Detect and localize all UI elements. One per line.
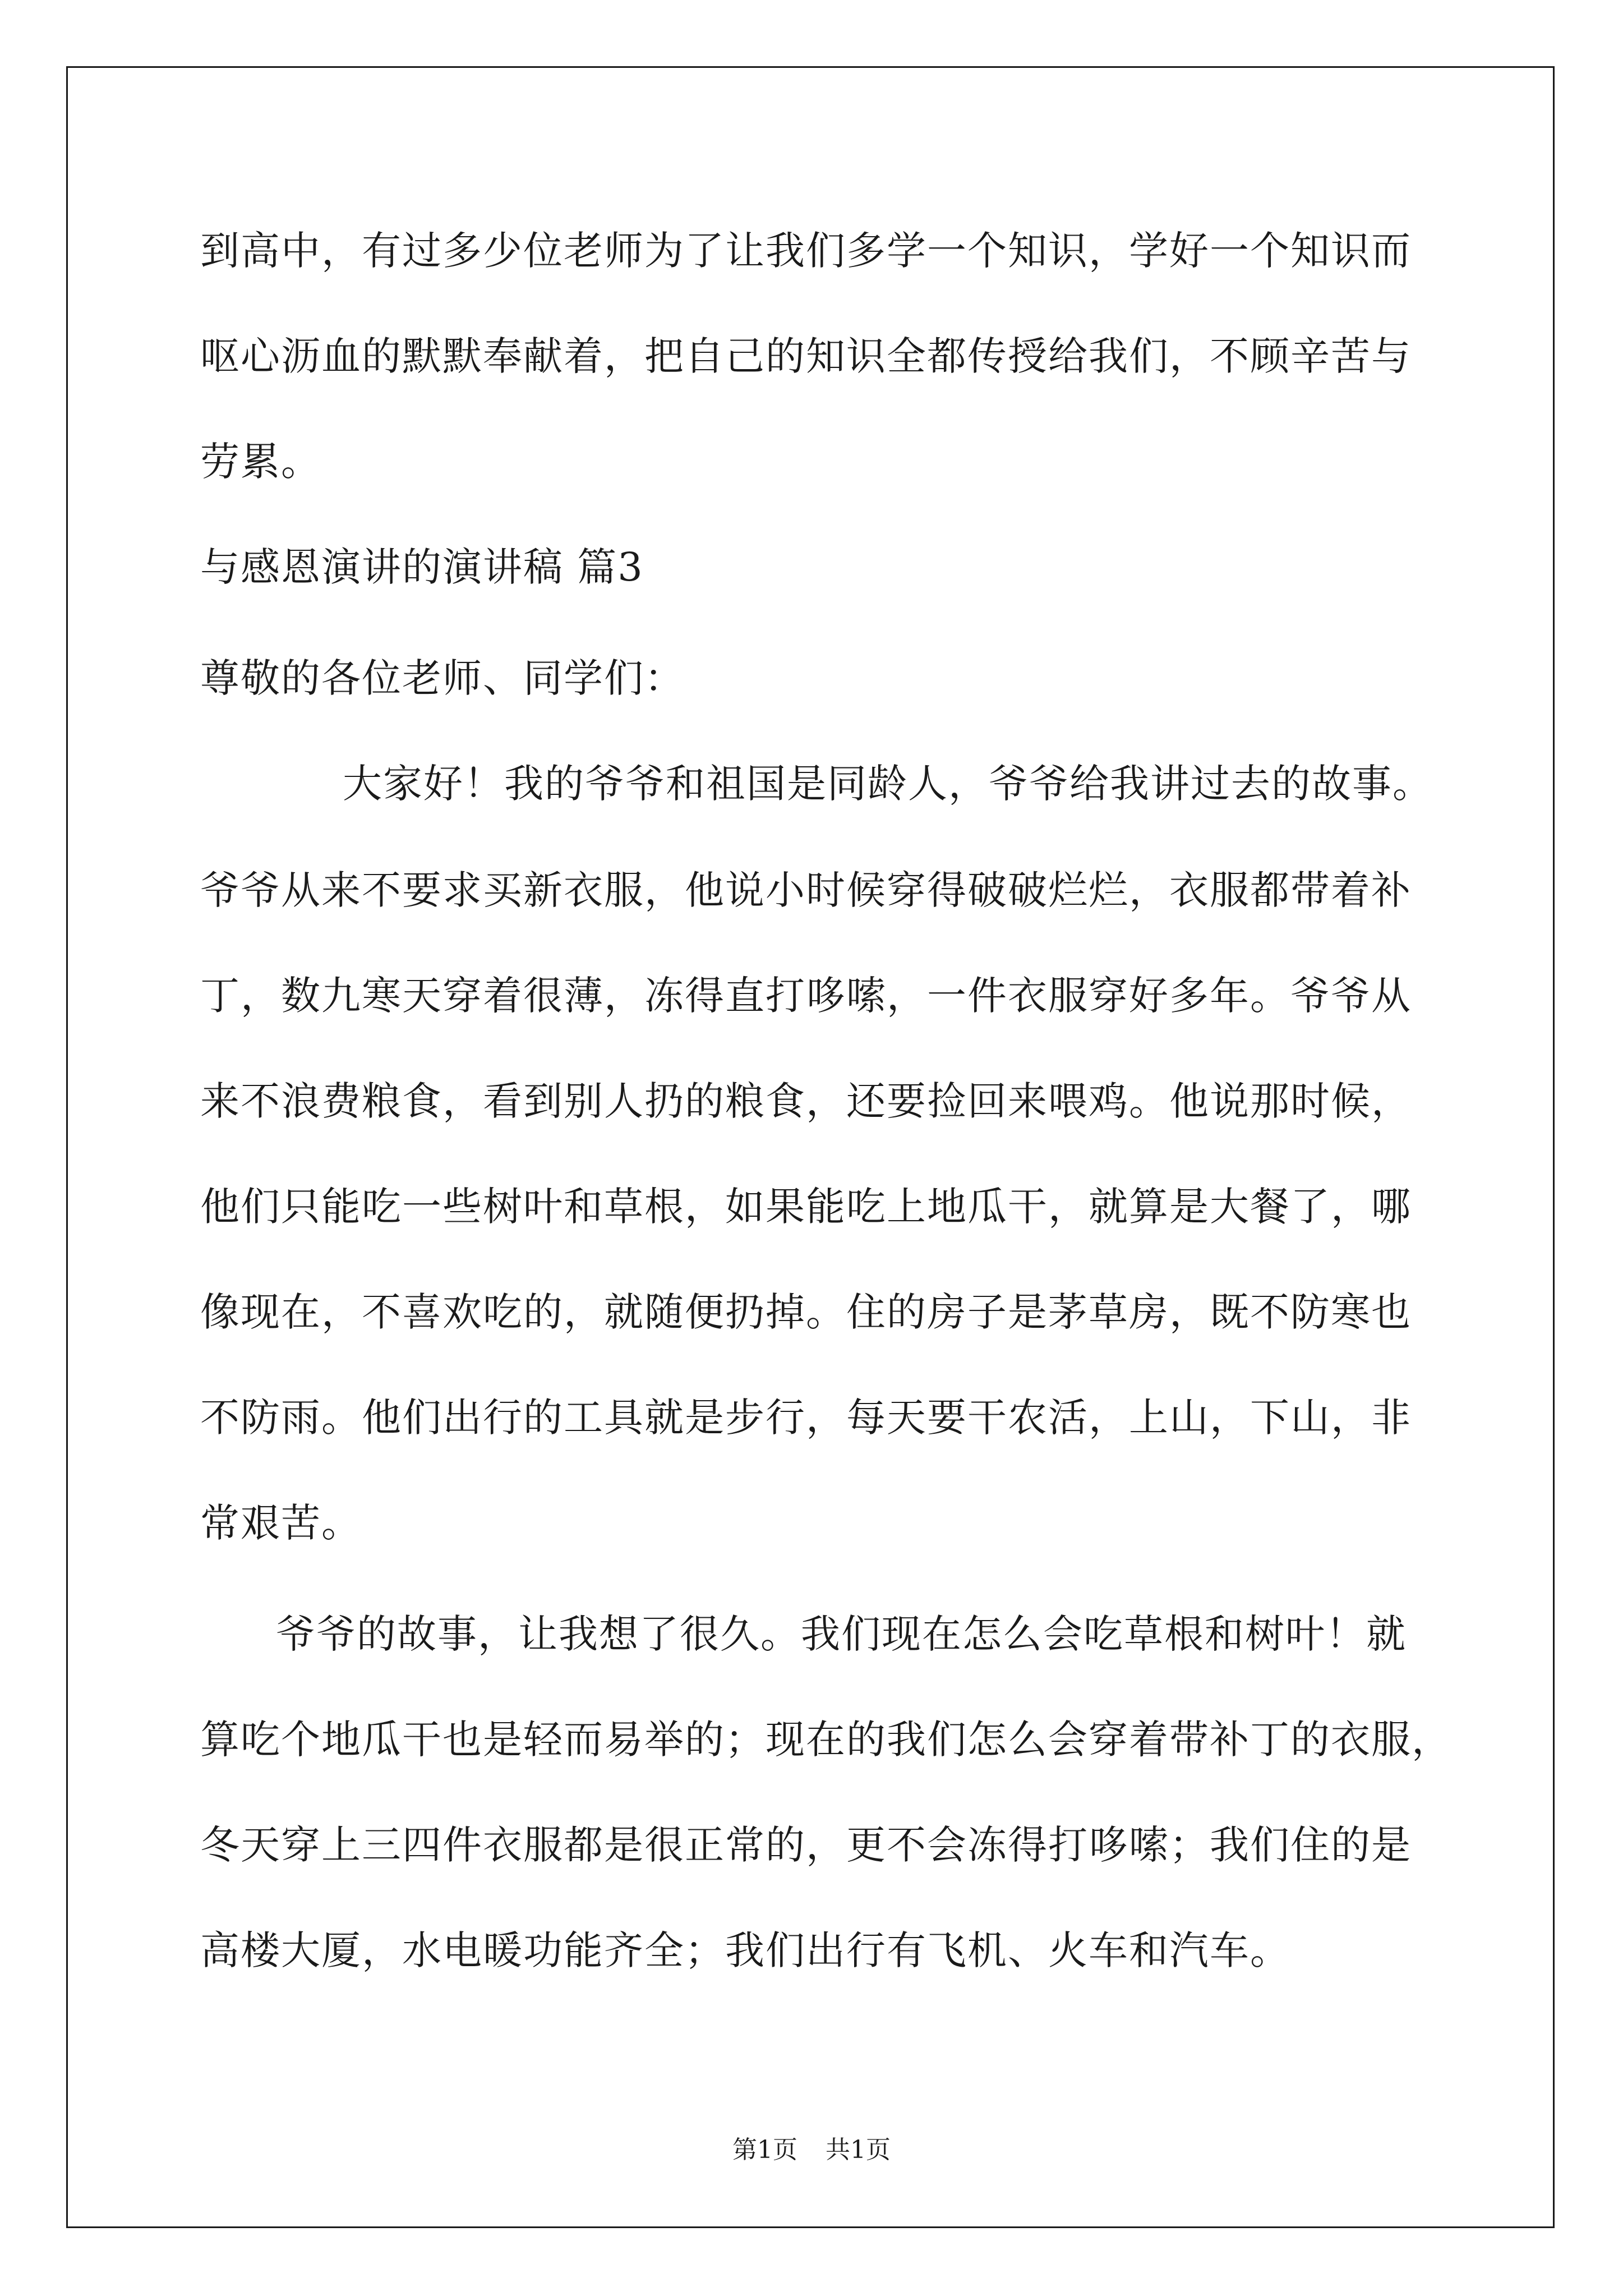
body-line-3: 劳累。	[200, 439, 321, 485]
body-line-7: 爷爷从来不要求买新衣服，他说小时候穿得破破烂烂，衣服都带着补	[200, 867, 1412, 913]
body-line-10: 他们只能吃一些树叶和草根，如果能吃上地瓜干，就算是大餐了，哪	[200, 1184, 1412, 1230]
body-line-8: 丁，数九寒天穿着很薄，冻得直打哆嗦，一件衣服穿好多年。爷爷从	[200, 973, 1412, 1019]
page-total: 共1页	[826, 2136, 891, 2164]
body-line-2: 呕心沥血的默默奉献着，把自己的知识全都传授给我们，不顾辛苦与	[200, 333, 1412, 379]
body-line-16: 冬天穿上三四件衣服都是很正常的，更不会冻得打哆嗦；我们住的是	[200, 1822, 1412, 1868]
page-footer	[0, 2136, 1623, 2164]
body-line-17: 高楼大厦，水电暖功能齐全；我们出行有飞机、火车和汽车。	[200, 1927, 1290, 1973]
salutation: 尊敬的各位老师、同学们：	[200, 655, 685, 701]
body-line-13: 常艰苦。	[200, 1500, 362, 1546]
body-line-15: 算吃个地瓜干也是轻而易举的；现在的我们怎么会穿着带补丁的衣服，	[200, 1717, 1452, 1763]
body-line-6: 大家好！我的爷爷和祖国是同龄人，爷爷给我讲过去的故事。	[343, 761, 1433, 807]
body-line-12: 不防雨。他们出行的工具就是步行，每天要干农活，上山，下山，非	[200, 1395, 1412, 1441]
section-heading: 与感恩演讲的演讲稿 篇3	[200, 544, 644, 590]
body-line-1: 到高中，有过多少位老师为了让我们多学一个知识，学好一个知识而	[200, 228, 1412, 274]
body-line-11: 像现在，不喜欢吃的，就随便扔掉。住的房子是茅草房，既不防寒也	[200, 1289, 1412, 1335]
body-line-9: 来不浪费粮食，看到别人扔的粮食，还要捡回来喂鸡。他说那时候，	[200, 1078, 1412, 1124]
body-line-14: 爷爷的故事，让我想了很久。我们现在怎么会吃草根和树叶！就	[276, 1611, 1407, 1657]
page-border	[66, 66, 1555, 2228]
page-number: 第1页	[732, 2136, 797, 2164]
